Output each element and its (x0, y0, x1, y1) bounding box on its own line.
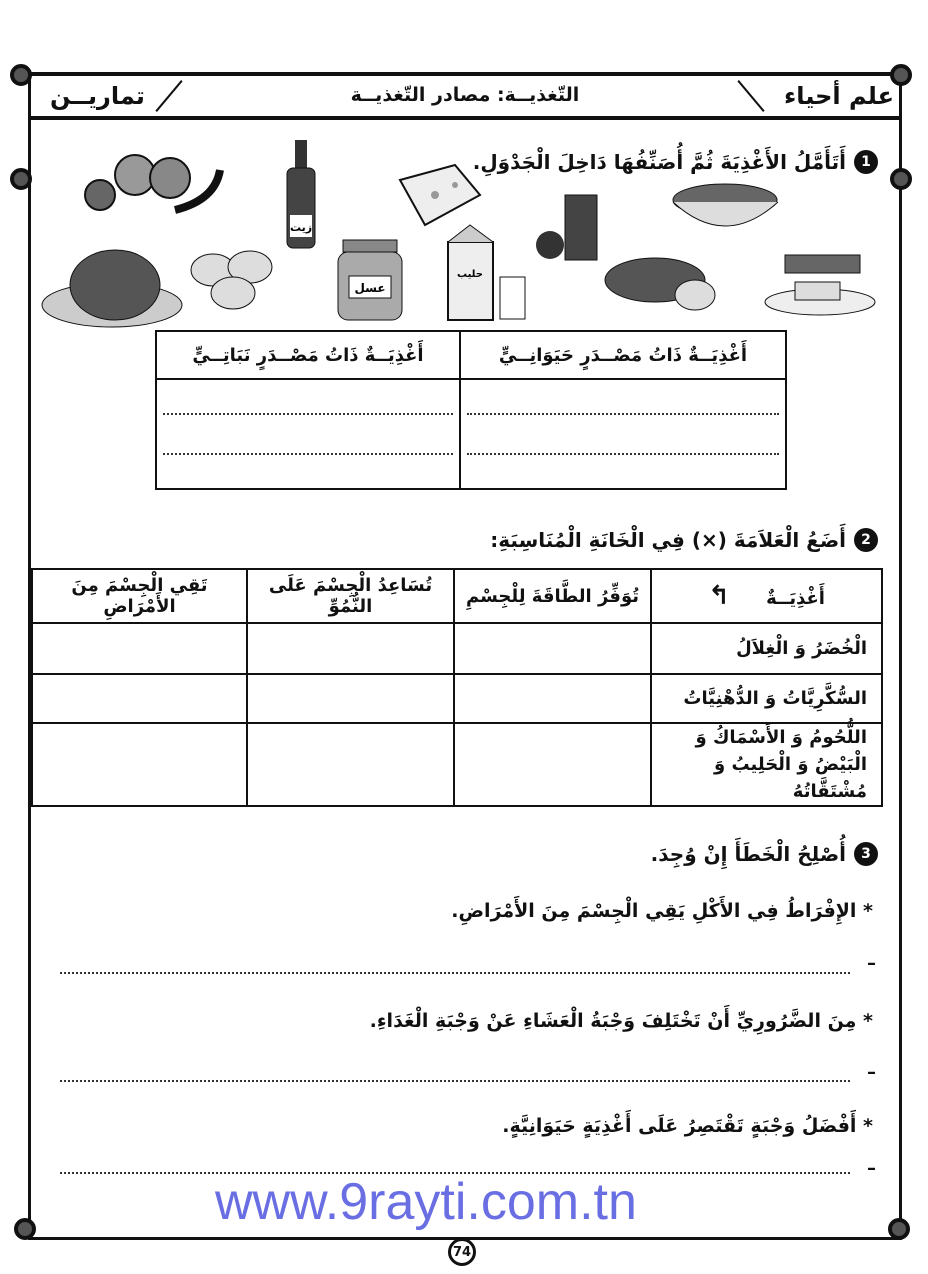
classification-table (155, 330, 787, 490)
cereal-bowl-icon (668, 180, 783, 240)
food-row-label: الْخُضَرُ وَ الْغِلاَلُ (651, 623, 882, 674)
animal-source-header: أَغْذِيَــةٌ ذَاتُ مَصْــدَرٍ حَيَوَانِــيٍّ (460, 331, 786, 379)
checkbox-cell[interactable] (32, 723, 247, 806)
food-row-label: اللُّحُومُ وَ الأَسْمَاكُ وَ الْبَيْضُ وَ الْحَلِيبُ وَ مُشْتَقَّاتُهُ (651, 723, 882, 806)
ornament-curl (10, 64, 32, 86)
oil-bottle-icon (283, 140, 323, 250)
statement-3: * أَفْضَلُ وَجْبَةٍ تَقْتَصِرُ عَلَى أَغْذِيَةٍ حَيَوَانِيَّةٍ. (502, 1115, 873, 1137)
header-banner (28, 72, 902, 120)
checkbox-cell[interactable] (32, 674, 247, 723)
exercise-number: 2 (854, 528, 878, 552)
answer-dash: – (867, 1062, 876, 1083)
plant-source-header: أَغْذِيَــةٌ ذَاتُ مَصْــدَرٍ نَبَاتِــيٍّ (156, 331, 460, 379)
plant-source-answer-cell[interactable] (156, 379, 460, 489)
answer-dash: – (867, 953, 876, 974)
checkbox-cell[interactable] (247, 674, 454, 723)
watermark: www.9rayti.com.tn (215, 1173, 637, 1231)
answer-line-1[interactable] (60, 972, 850, 974)
instruction-text: أُصْلِحُ الْخَطَأَ إِنْ وُجِدَ. (650, 842, 846, 866)
answer-line-2[interactable] (60, 1080, 850, 1082)
exercise-1-instruction (473, 150, 878, 174)
energy-header: تُوَفِّرُ الطَّاقَةَ لِلْجِسْمِ (454, 569, 651, 623)
section-label: تماريــن (50, 82, 145, 110)
growth-header: تُسَاعِدُ الْجِسْمَ عَلَى النُّمُوِّ (247, 569, 454, 623)
arrow-icon: ↰ (708, 581, 730, 611)
checkbox-cell[interactable] (247, 623, 454, 674)
milk-label: حليب (457, 269, 483, 280)
instruction-text: أَضَعُ الْعَلاَمَةَ (×) فِي الْخَانَةِ الْمُنَاسِبَةِ: (490, 528, 846, 552)
honey-label: عسل (354, 281, 386, 295)
page-title: التّغذيــة: مصادر التّغذيــة (350, 84, 580, 106)
statement-1: * الإِفْرَاطُ فِي الأَكْلِ يَقِي الْجِسْمَ مِنَ الأَمْرَاضِ. (451, 900, 873, 922)
bread-icon (600, 250, 720, 320)
instruction-text: أَتَأَمَّلُ الأَغْذِيَةَ ثُمَّ أُصَنِّفُهَا دَاخِلَ الْجَدْوَلِ. (472, 150, 846, 174)
cheese-icon (395, 160, 485, 230)
subject-label: علم أحياء (784, 82, 894, 110)
ornament-curl (890, 168, 912, 190)
checkbox-cell[interactable] (454, 674, 651, 723)
milk-carton-icon (445, 222, 530, 322)
fruits-icon (75, 150, 225, 220)
exercise-3-instruction (651, 842, 878, 866)
ornament-curl (14, 1218, 36, 1240)
statement-2: * مِنَ الضَّرُورِيِّ أَنْ تَخْتَلِفَ وَجْبَةُ الْعَشَاءِ عَنْ وَجْبَةِ الْغَدَاءِ. (369, 1010, 873, 1032)
exercise-2-instruction (490, 528, 878, 552)
checkbox-cell[interactable] (454, 723, 651, 806)
checkbox-cell[interactable] (247, 723, 454, 806)
exercise-number: 1 (854, 150, 878, 174)
checkbox-cell[interactable] (454, 623, 651, 674)
food-row-label: السُّكَّرِيَّاتُ وَ الدُّهْنِيَّاتُ (651, 674, 882, 723)
exercise-number: 3 (854, 842, 878, 866)
juice-icon (525, 190, 605, 280)
page-number: 74 (448, 1238, 476, 1266)
butter-icon (760, 250, 880, 320)
honey-jar-icon (335, 238, 405, 323)
nutrition-role-table (31, 568, 883, 807)
protection-header: تَقِي الْجِسْمَ مِنَ الأَمْرَاضِ (32, 569, 247, 623)
ornament-curl (890, 64, 912, 86)
answer-dash: – (867, 1158, 876, 1179)
eggs-icon (188, 245, 283, 315)
foods-header: أَغْذِيَــةٌ ↰ (651, 569, 882, 623)
oil-label: زيت (289, 221, 313, 234)
ornament-curl (10, 168, 32, 190)
roast-chicken-icon (40, 235, 185, 335)
checkbox-cell[interactable] (32, 623, 247, 674)
animal-source-answer-cell[interactable] (460, 379, 786, 489)
ornament-curl (888, 1218, 910, 1240)
